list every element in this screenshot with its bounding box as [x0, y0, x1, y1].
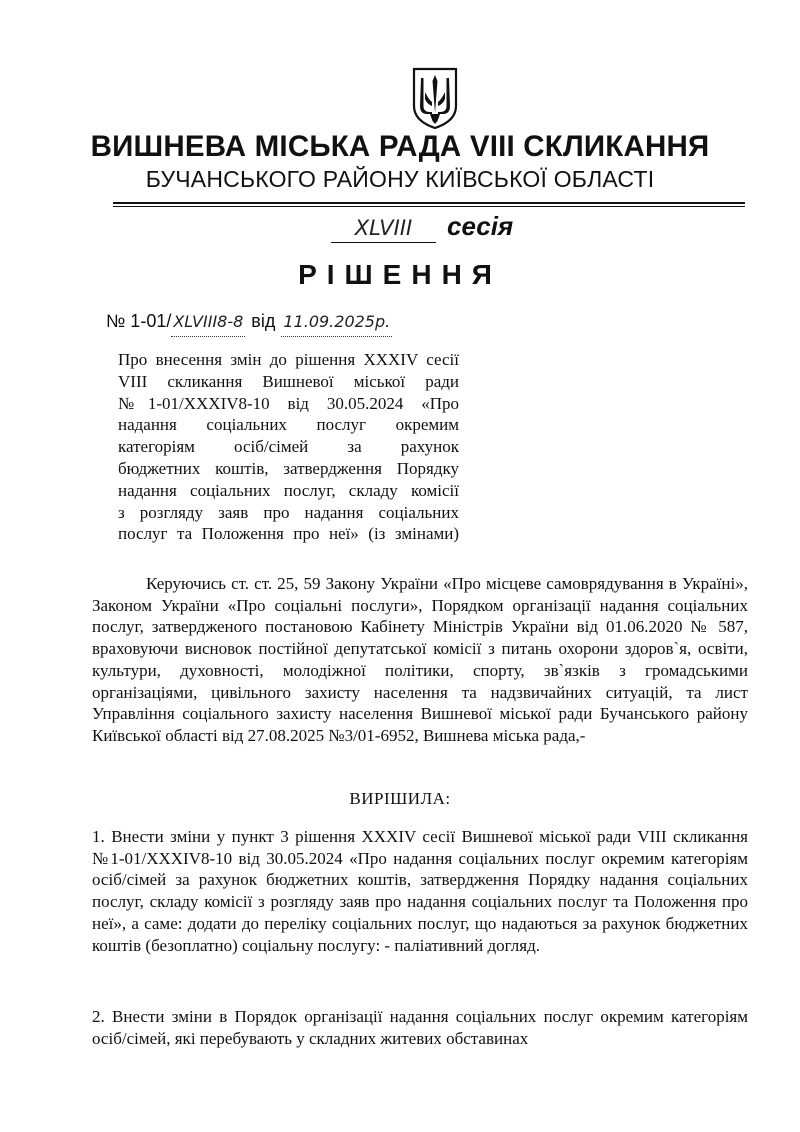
topic-line: VIII скликання Вишневої міської ради: [118, 371, 459, 391]
header-divider: [113, 202, 745, 204]
topic-line: бюджетних коштів, затвердження Порядку: [118, 458, 459, 478]
decision-date-handwritten: 11.09.2025р.: [281, 308, 392, 337]
resolution-item-1: 1. Внести зміни у пункт 3 рішення XXXIV сесії Вишневої міської ради VIII скликання №1-01/XXXIV8-10 від 30.05.2024 «Про надання соціальних послуг окремим категоріям осіб/сімей за рахунок бюджетних коштів, затвердження Порядку надання соціальних послуг, складу комісії з розгляду заяв про надання соціальних послуг та Положення про неї», а саме: додати до переліку соціальних послуг, що надаються за рахунок бюджетних коштів (безоплатно) соціальну послугу: - паліативний догляд.: [92, 827, 748, 955]
topic-line: №1-01/XXXIV8-10 від 30.05.2024 «Про: [118, 393, 459, 413]
topic-line: надання соціальних послуг окремим: [118, 415, 459, 435]
resolved-heading: ВИРІШИЛА:: [349, 789, 451, 808]
decision-number-row: [106, 307, 392, 335]
decision-topic: [118, 349, 459, 545]
decision-title: РІШЕННЯ: [298, 259, 502, 290]
preamble-paragraph: Керуючись ст. ст. 25, 59 Закону України «Про місцеве самоврядування в Україні», Законом України «Про соціальні послуги», Порядком організації надання соціальних послуг, затвердженого постановою Кабінету Міністрів України від 01.06.2020 № 587, враховуючи висновок постійної депутатської комісії з питань охорони здоров`я, освіти, культури, духовності, молодіжної політики, спорту, зв`язків з громадськими організаціями, цивільного захисту населення та надзвичайних ситуацій, та лист Управління соціального захисту населення Вишневої міської ради Бучанського району Київської області від 27.08.2025 №3/01-6952, Вишнева міська рада,-: [92, 574, 748, 745]
topic-line: послуг та Положення про неї» (із змінами): [118, 524, 459, 544]
topic-line: Про внесення змін до рішення XXXIV сесії: [118, 350, 459, 369]
decision-number-prefix: № 1-01/: [106, 311, 172, 331]
council-title: ВИШНЕВА МІСЬКА РАДА VIII СКЛИКАННЯ: [90, 130, 710, 163]
session-label: сесія: [447, 211, 514, 241]
topic-line: категоріям осіб/сімей за рахунок: [118, 437, 459, 457]
topic-line: з розгляду заяв про надання соціальних: [118, 502, 459, 522]
trident-coat-of-arms-icon: [411, 66, 459, 130]
date-label: від: [251, 311, 276, 331]
decision-number-handwritten: XLVIII8-8: [171, 308, 245, 337]
resolution-item-2: 2. Внести зміни в Порядок організації надання соціальних послуг окремим категоріям осіб/сімей, які перебувають у складних житевих обставинах: [92, 1007, 748, 1048]
header-divider-thin: [113, 206, 745, 207]
council-subtitle: БУЧАНСЬКОГО РАЙОНУ КИЇВСЬКОЇ ОБЛАСТІ: [145, 166, 655, 192]
session-number-handwritten: XLVIII: [331, 214, 436, 243]
topic-line: надання соціальних послуг, складу комісії: [118, 480, 459, 500]
